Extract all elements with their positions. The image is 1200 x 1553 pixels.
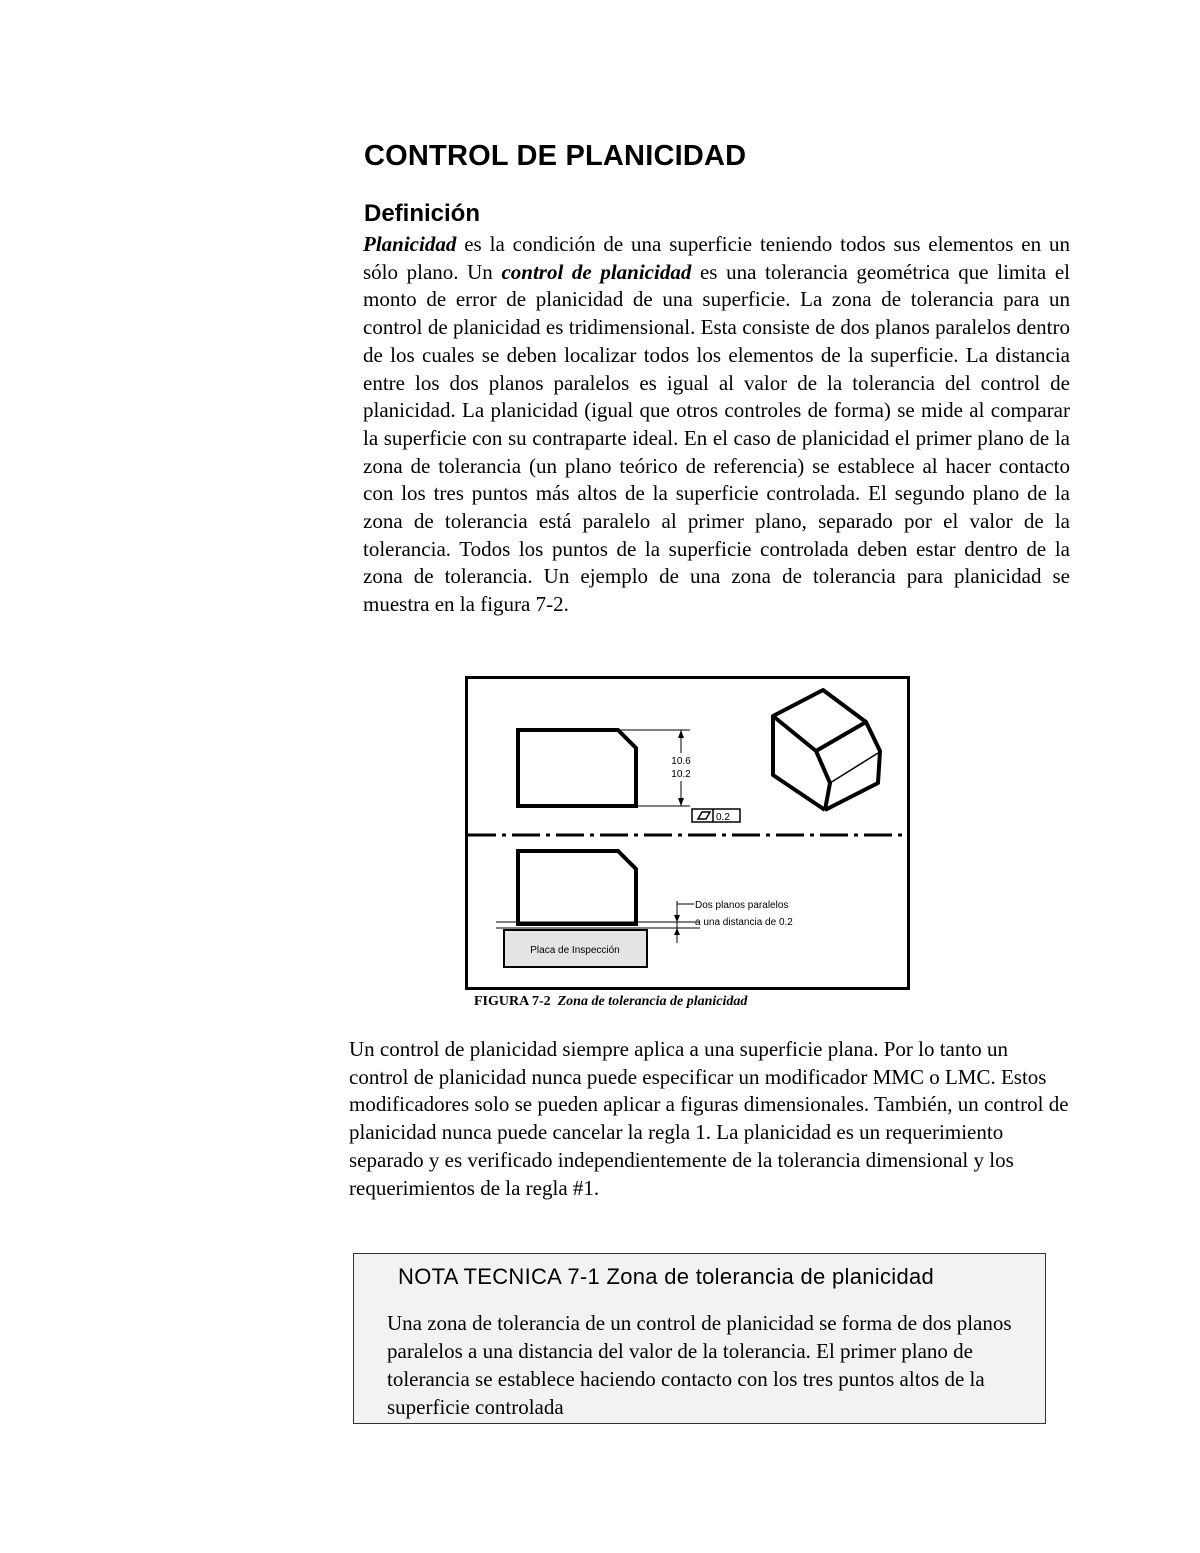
plate-label: Placa de Inspección [530,945,620,956]
note-title: NOTA TECNICA 7-1 Zona de tolerancia de planicidad [398,1264,935,1289]
tolerance-value: 0.2 [716,812,730,823]
annotation-line-1: Dos planos paralelos [695,900,789,911]
feature-control-frame [692,809,740,823]
term-control-de-planicidad: control de planicidad [501,259,692,284]
part-profile-bottom [518,851,636,924]
annotation-line-2: a una distancia de 0.2 [695,917,793,928]
figure-caption [474,994,874,1010]
figure-7-2 [465,676,910,990]
definition-paragraph [363,231,1070,619]
dimension-lower: 10.2 [671,769,691,780]
dimension-upper: 10.6 [671,756,691,767]
note-body: Una zona de tolerancia de un control de planicidad se forma de dos planos paralelos a una distancia del valor de la tolerancia. El primer plano de tolerancia se establece haciendo contacto con los tres puntos altos de la superficie controlada [387,1311,1012,1419]
term-planicidad: Planicidad [363,232,457,256]
definition-text-1: es la condición de una superficie teniendo todos sus elementos en un sólo plano. Un [363,232,1070,284]
body-paragraph: Un control de planicidad siempre aplica a una superficie plana. Por lo tanto un control de planicidad nunca puede especificar un modificador MMC o LMC. Estos modificadores solo se pueden aplicar a figuras dimensionales. También, un control de planicidad nunca puede cancelar la regla 1. La planicidad es un requerimiento separado y es verificado independientemente de la tolerancia dimensional y los requerimientos de la regla #1. [349,1037,1069,1200]
section-heading: Definición [364,200,481,227]
definition-text-2: es una tolerancia geométrica que limita el monto de error de planicidad de una superficie. La zona de tolerancia para un control de planicidad es tridimensional. Esta consiste de dos planos paralelos dentro de los cuales se deben localizar todos los elementos de la superficie. La distancia entre los dos planos paralelos es igual al valor de la tolerancia del control de planicidad. La planicidad (igual que otros controles de forma) se mide al comparar la superficie con su contraparte ideal. En el caso de planicidad el primer plano de la zona de tolerancia (un plano teórico de referencia) se establece al hacer contacto con los tres puntos más altos de la superficie controlada. El segundo plano de la zona de tolerancia está paralelo al primer plano, separado por el valor de la tolerancia. Todos los puntos de la superficie controlada deben estar dentro de la zona de tolerancia. Un ejemplo de una zona de tolerancia para planicidad se muestra en la figura 7-2. [363,259,1071,617]
figure-drawing [468,679,907,987]
isometric-block [773,690,880,810]
page-title: CONTROL DE PLANICIDAD [364,140,747,172]
part-profile-top [518,730,636,806]
technical-note-box [353,1253,1046,1424]
figure-caption-number: FIGURA 7-2 [474,994,551,1009]
figure-caption-text: Zona de tolerancia de planicidad [557,994,748,1009]
